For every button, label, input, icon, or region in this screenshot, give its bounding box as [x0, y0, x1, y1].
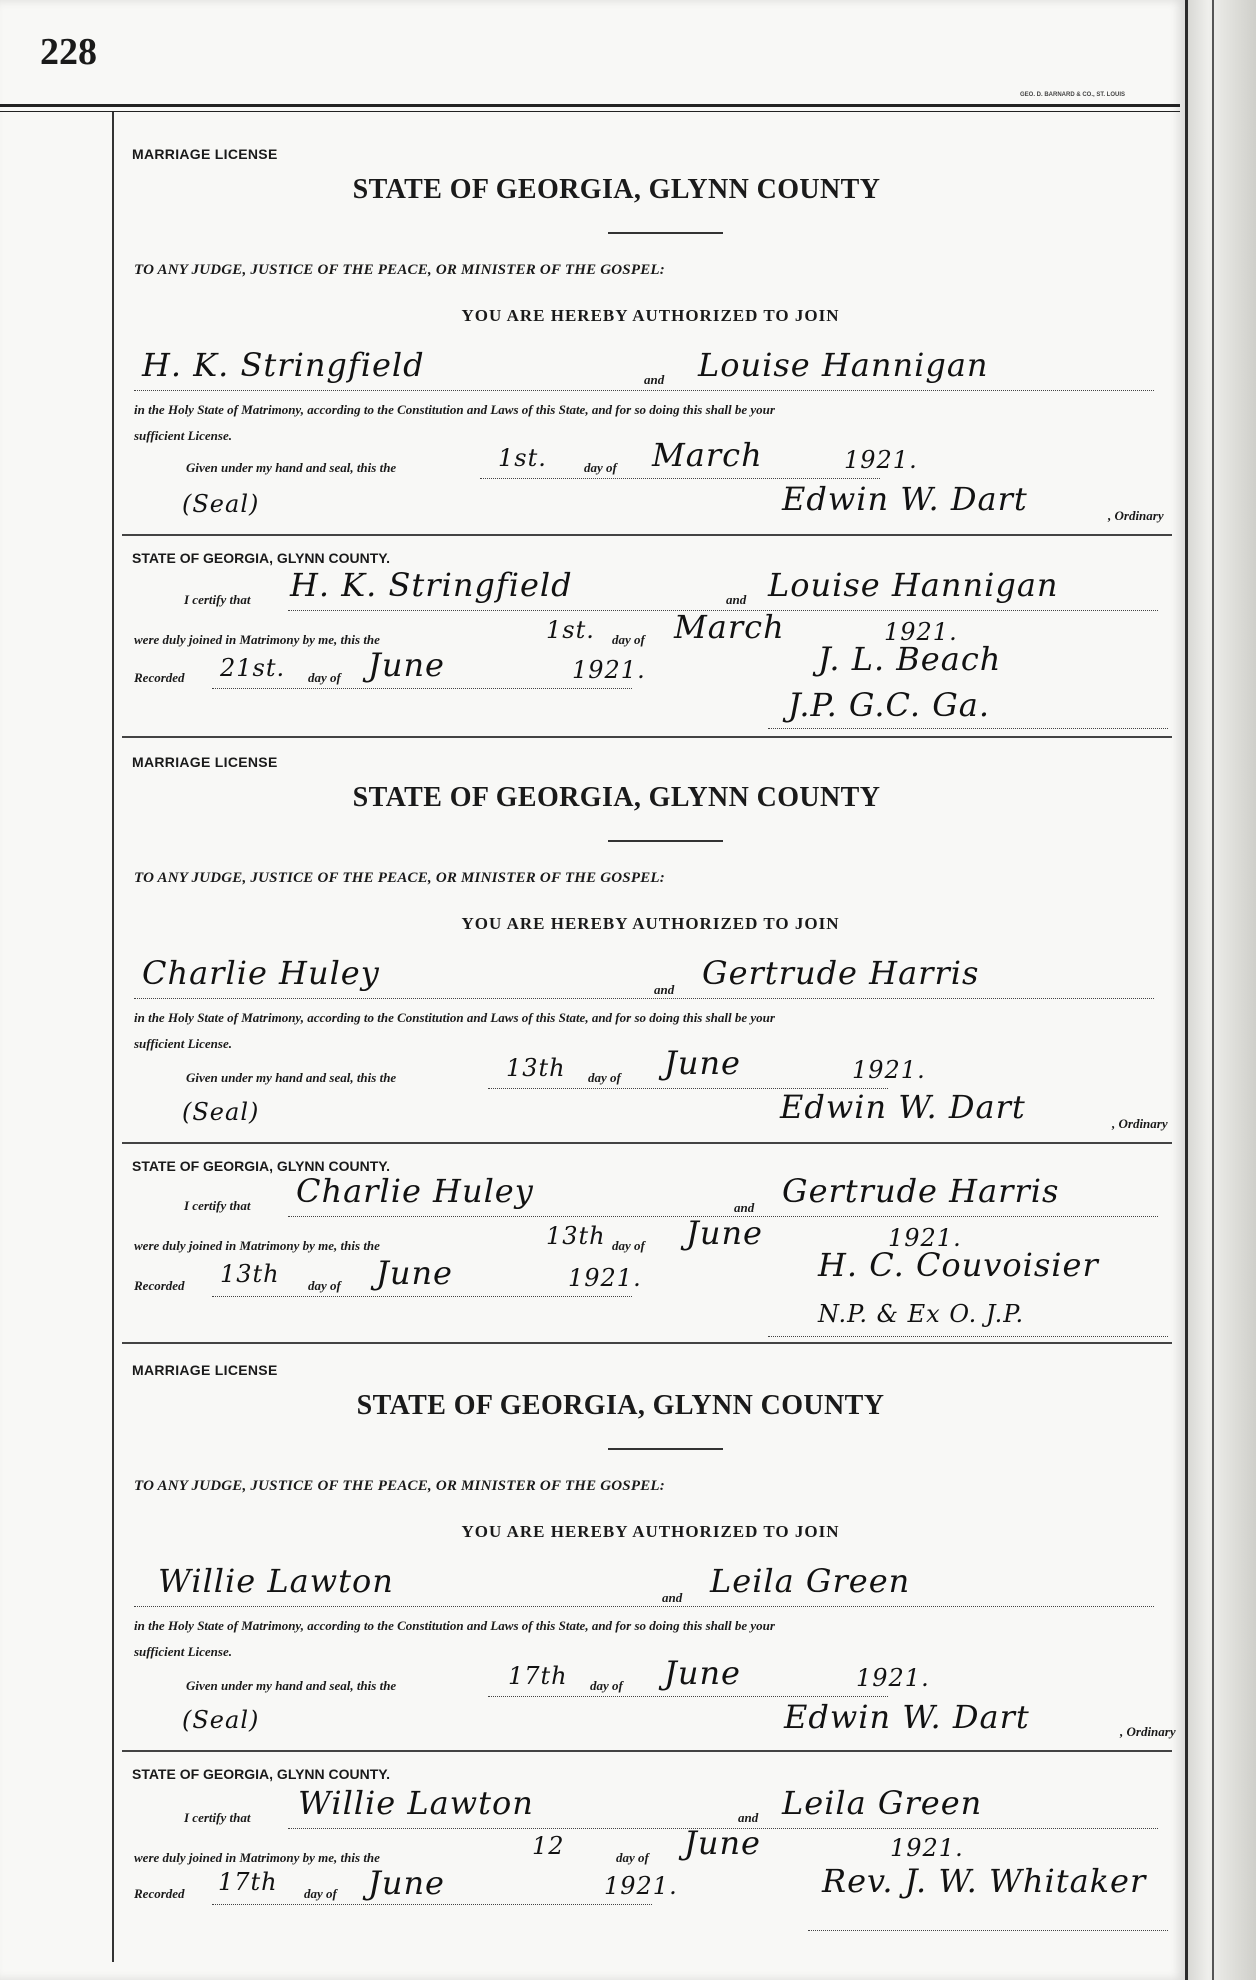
day-of-label: day of: [584, 460, 617, 475]
record-separator: [122, 1342, 1172, 1344]
cert-groom-name: Charlie Huley: [296, 1172, 534, 1210]
given-prefix: Given under my hand and seal, this the: [186, 1678, 397, 1693]
recorded-month: June: [368, 646, 445, 684]
authorized-line: YOU ARE HEREBY AUTHORIZED TO JOIN: [461, 1522, 840, 1541]
certificate-title: STATE OF GEORGIA, GLYNN COUNTY.: [132, 1158, 390, 1174]
authorized-line: YOU ARE HEREBY AUTHORIZED TO JOIN: [461, 306, 840, 325]
recorded-year: 1921.: [568, 1264, 642, 1292]
joined-day-of: day of: [612, 1238, 645, 1253]
recorded-year: 1921.: [572, 656, 646, 684]
groom-name: Willie Lawton: [158, 1562, 394, 1600]
address-line: TO ANY JUDGE, JUSTICE OF THE PEACE, OR MINISTER OF THE GOSPEL:: [134, 262, 665, 278]
ordinary-label: , Ordinary: [1108, 508, 1164, 523]
groom-name: Charlie Huley: [142, 954, 380, 992]
recorded-day-of: day of: [308, 1278, 341, 1293]
cert-groom-name: H. K. Stringfield: [290, 566, 573, 604]
and-word: and: [654, 982, 675, 997]
recorded-month: June: [376, 1254, 453, 1292]
cert-and-word: and: [726, 592, 747, 607]
recorded-fill: [212, 1296, 632, 1297]
section-rule: [122, 1750, 1172, 1752]
joined-prefix: were duly joined in Matrimony by me, this the: [134, 1850, 380, 1865]
officiant-title: N.P. & Ex O. J.P.: [818, 1300, 1025, 1328]
matrimony-text: in the Holy State of Matrimony, according to the Constitution and Laws of this State, and for so doing this shall be your: [134, 1010, 775, 1025]
section-rule: [122, 534, 1172, 536]
names-fill-line: [134, 1606, 1154, 1607]
joined-day-of: day of: [616, 1850, 649, 1865]
license-label: MARRIAGE LICENSE: [132, 146, 278, 162]
sufficient-license: sufficient License.: [134, 428, 232, 443]
record-separator: [122, 736, 1172, 738]
officiant-signature: J. L. Beach: [818, 640, 1002, 678]
section-rule: [122, 1142, 1172, 1144]
address-line: TO ANY JUDGE, JUSTICE OF THE PEACE, OR MINISTER OF THE GOSPEL:: [134, 1478, 665, 1494]
given-year: 1921.: [856, 1664, 930, 1692]
address-line: TO ANY JUDGE, JUSTICE OF THE PEACE, OR MINISTER OF THE GOSPEL:: [134, 870, 665, 886]
county-title: STATE OF GEORGIA, GLYNN COUNTY: [352, 782, 881, 813]
ordinary-signature: Edwin W. Dart: [780, 1088, 1026, 1126]
certify-prefix: I certify that: [184, 592, 251, 607]
bride-name: Louise Hannigan: [698, 346, 989, 384]
recorded-day: 17th: [218, 1868, 278, 1896]
certificate-title: STATE OF GEORGIA, GLYNN COUNTY.: [132, 1766, 390, 1782]
joined-year: 1921.: [888, 1224, 962, 1252]
given-day: 17th: [508, 1662, 568, 1690]
joined-prefix: were duly joined in Matrimony by me, this the: [134, 632, 380, 647]
officiant-signature: Rev. J. W. Whitaker: [822, 1862, 1147, 1900]
title-rule: [608, 840, 723, 842]
recorded-fill: [212, 1904, 652, 1905]
adjacent-page-edge: [1188, 0, 1256, 1980]
joined-month: March: [674, 608, 785, 646]
joined-day-of: day of: [612, 632, 645, 647]
certify-prefix: I certify that: [184, 1198, 251, 1213]
cert-bride-name: Louise Hannigan: [768, 566, 1059, 604]
officiant-fill: [808, 1930, 1168, 1931]
names-fill-line: [134, 998, 1154, 999]
given-month: June: [664, 1044, 741, 1082]
title-rule: [608, 1448, 723, 1450]
and-word: and: [662, 1590, 683, 1605]
officiant-signature: H. C. Couvoisier: [818, 1246, 1099, 1284]
recorded-month: June: [368, 1864, 445, 1902]
seal-mark: (Seal): [182, 490, 260, 518]
ordinary-signature: Edwin W. Dart: [782, 480, 1028, 518]
given-fill-line: [480, 478, 880, 479]
license-label: MARRIAGE LICENSE: [132, 754, 278, 770]
matrimony-text: in the Holy State of Matrimony, according to the Constitution and Laws of this State, and for so doing this shall be your: [134, 1618, 775, 1633]
given-month: March: [652, 436, 763, 474]
seal-mark: (Seal): [182, 1098, 260, 1126]
certify-prefix: I certify that: [184, 1810, 251, 1825]
recorded-day-of: day of: [304, 1886, 337, 1901]
cert-bride-name: Gertrude Harris: [782, 1172, 1060, 1210]
margin-rule: [112, 112, 114, 1962]
ordinary-label: , Ordinary: [1120, 1724, 1176, 1739]
names-fill-line: [134, 390, 1154, 391]
day-of-label: day of: [588, 1070, 621, 1085]
joined-year: 1921.: [890, 1834, 964, 1862]
officiant-fill: [768, 728, 1168, 729]
sufficient-license: sufficient License.: [134, 1644, 232, 1659]
license-label: MARRIAGE LICENSE: [132, 1362, 278, 1378]
joined-year: 1921.: [884, 618, 958, 646]
groom-name: H. K. Stringfield: [142, 346, 425, 384]
cert-groom-name: Willie Lawton: [298, 1784, 534, 1822]
cert-bride-name: Leila Green: [782, 1784, 983, 1822]
joined-month: June: [686, 1214, 763, 1252]
joined-month: June: [684, 1824, 761, 1862]
recorded-label: Recorded: [134, 670, 185, 685]
bride-name: Leila Green: [710, 1562, 911, 1600]
given-day: 13th: [506, 1054, 566, 1082]
top-rule: [0, 104, 1180, 112]
title-rule: [608, 232, 723, 234]
sufficient-license: sufficient License.: [134, 1036, 232, 1051]
officiant-fill: [768, 1336, 1168, 1337]
joined-prefix: were duly joined in Matrimony by me, this the: [134, 1238, 380, 1253]
ordinary-label: , Ordinary: [1112, 1116, 1168, 1131]
authorized-line: YOU ARE HEREBY AUTHORIZED TO JOIN: [461, 914, 840, 933]
joined-day: 1st.: [546, 616, 595, 644]
adjacent-page-rule: [1212, 0, 1214, 1980]
given-prefix: Given under my hand and seal, this the: [186, 460, 397, 475]
recorded-day: 13th: [220, 1260, 280, 1288]
given-month: June: [664, 1654, 741, 1692]
recorded-day: 21st.: [220, 654, 286, 682]
ordinary-signature: Edwin W. Dart: [784, 1698, 1030, 1736]
given-fill-line: [488, 1696, 888, 1697]
recorded-label: Recorded: [134, 1886, 185, 1901]
recorded-year: 1921.: [604, 1872, 678, 1900]
day-of-label: day of: [590, 1678, 623, 1693]
joined-day: 13th: [546, 1222, 606, 1250]
printer-imprint: GEO. D. BARNARD & CO., ST. LOUIS: [1020, 92, 1126, 98]
county-title: STATE OF GEORGIA, GLYNN COUNTY: [356, 1390, 885, 1421]
certificate-title: STATE OF GEORGIA, GLYNN COUNTY.: [132, 550, 390, 566]
seal-mark: (Seal): [182, 1706, 260, 1734]
bride-name: Gertrude Harris: [702, 954, 980, 992]
and-word: and: [644, 372, 665, 387]
officiant-title: J.P. G.C. Ga.: [788, 686, 990, 724]
recorded-label: Recorded: [134, 1278, 185, 1293]
given-day: 1st.: [498, 444, 547, 472]
given-prefix: Given under my hand and seal, this the: [186, 1070, 397, 1085]
county-title: STATE OF GEORGIA, GLYNN COUNTY: [352, 174, 881, 205]
recorded-day-of: day of: [308, 670, 341, 685]
cert-and-word: and: [734, 1200, 755, 1215]
joined-day: 12: [532, 1832, 565, 1860]
cert-and-word: and: [738, 1810, 759, 1825]
given-year: 1921.: [844, 446, 918, 474]
given-year: 1921.: [852, 1056, 926, 1084]
page-number: 228: [40, 31, 97, 73]
recorded-fill: [212, 688, 632, 689]
matrimony-text: in the Holy State of Matrimony, according to the Constitution and Laws of this State, and for so doing this shall be your: [134, 402, 775, 417]
